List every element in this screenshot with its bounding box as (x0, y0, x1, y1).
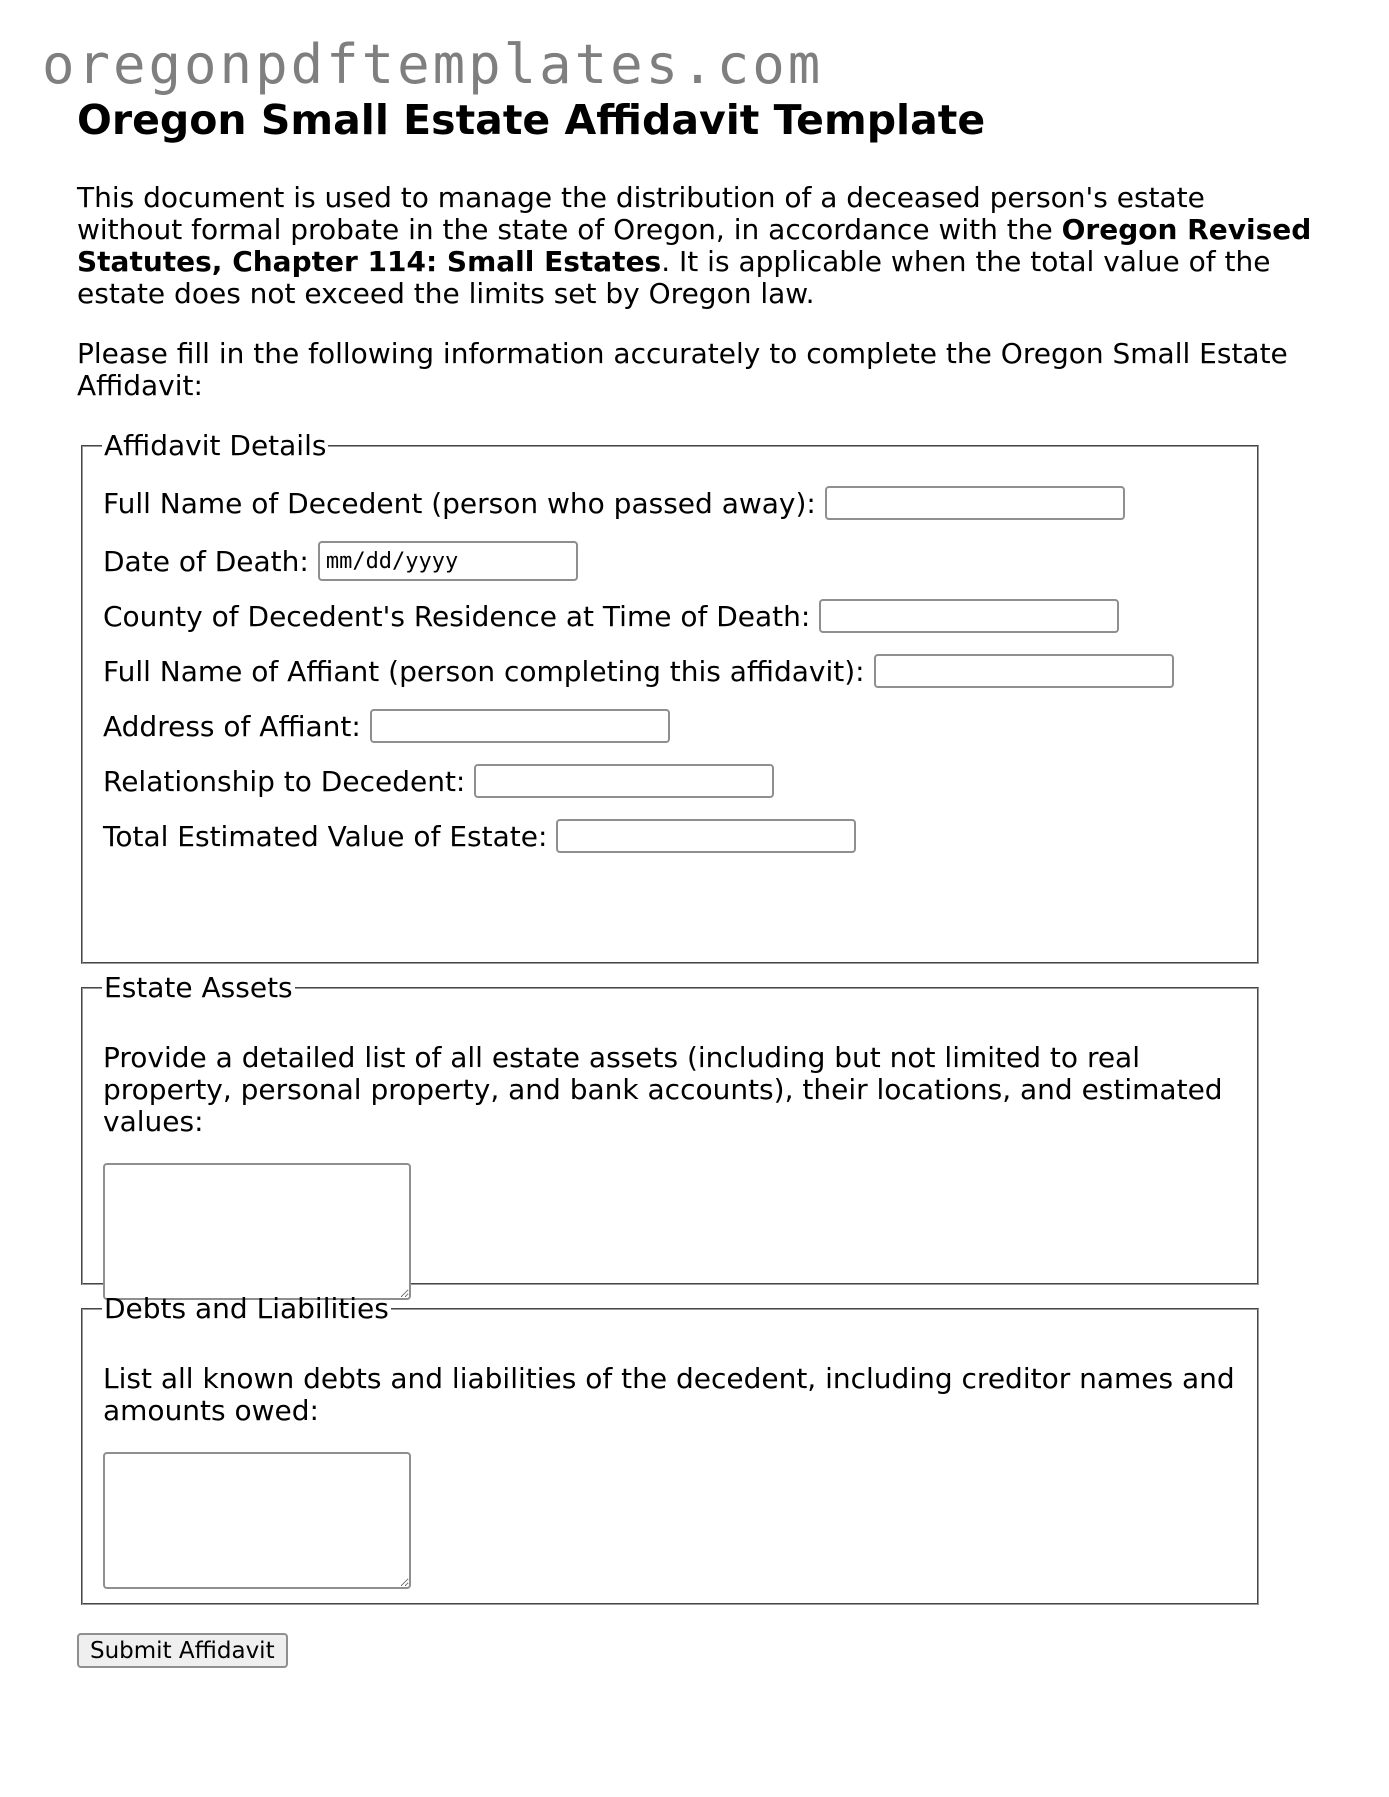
estate-value-label: Total Estimated Value of Estate: (103, 819, 548, 853)
debts-liabilities-section (81, 1293, 1259, 1605)
debts-liabilities-description: List all known debts and liabilities of the decedent, including creditor names and amounts owed: (103, 1362, 1235, 1427)
estate-value-row (103, 817, 1237, 855)
estate-value-input[interactable] (556, 819, 856, 853)
affiant-address-input[interactable] (370, 709, 670, 743)
estate-assets-textarea[interactable] (103, 1163, 411, 1300)
county-label: County of Decedent's Residence at Time of Death: (103, 599, 811, 633)
submit-affidavit-button[interactable]: Submit Affidavit (77, 1633, 288, 1668)
affidavit-details-legend: Affidavit Details (104, 429, 327, 462)
date-of-death-row (103, 542, 1237, 580)
affidavit-form (77, 430, 1317, 1668)
affiant-name-label: Full Name of Affiant (person completing this affidavit): (103, 654, 865, 688)
affidavit-form-page (77, 94, 1317, 1668)
page-title: Oregon Small Estate Affidavit Template (77, 96, 986, 144)
decedent-name-row (103, 484, 1237, 522)
county-input[interactable] (819, 599, 1119, 633)
affiant-address-row (103, 707, 1237, 745)
debts-liabilities-legend: Debts and Liabilities (104, 1292, 389, 1325)
relationship-input[interactable] (474, 764, 774, 798)
intro-text-1: This document is used to manage the distribution of a deceased person's estate without formal probate in the state of Oregon, in accordance with the (77, 181, 1205, 246)
county-row (103, 597, 1237, 635)
date-of-death-label: Date of Death: (103, 544, 309, 578)
statute-reference: Oregon Revised Statutes, Chapter 114: Small Estates (77, 213, 1312, 278)
date-of-death-input[interactable] (318, 541, 578, 581)
relationship-row (103, 762, 1237, 800)
affiant-address-label: Address of Affiant: (103, 709, 361, 743)
affiant-name-row (103, 652, 1237, 690)
decedent-name-input[interactable] (825, 486, 1125, 520)
watermark: oregonpdftemplates.com (42, 33, 824, 96)
instructions: Please fill in the following information accurately to complete the Oregon Small Estate Affidavit: (77, 337, 1288, 402)
estate-assets-description: Provide a detailed list of all estate assets (including but not limited to real property, personal property, and bank accounts), their locations, and estimated values: (103, 1041, 1223, 1138)
estate-assets-legend: Estate Assets (104, 971, 293, 1004)
decedent-name-label: Full Name of Decedent (person who passed away): (103, 486, 816, 520)
affidavit-details-section (81, 430, 1259, 964)
intro-paragraph (77, 182, 1317, 310)
debts-liabilities-textarea[interactable] (103, 1452, 411, 1589)
intro-text-2: . It is applicable when the total value of the estate does not exceed the limits set by Oregon law. (77, 245, 1271, 310)
relationship-label: Relationship to Decedent: (103, 764, 466, 798)
estate-assets-section (81, 972, 1259, 1285)
affiant-name-input[interactable] (874, 654, 1174, 688)
